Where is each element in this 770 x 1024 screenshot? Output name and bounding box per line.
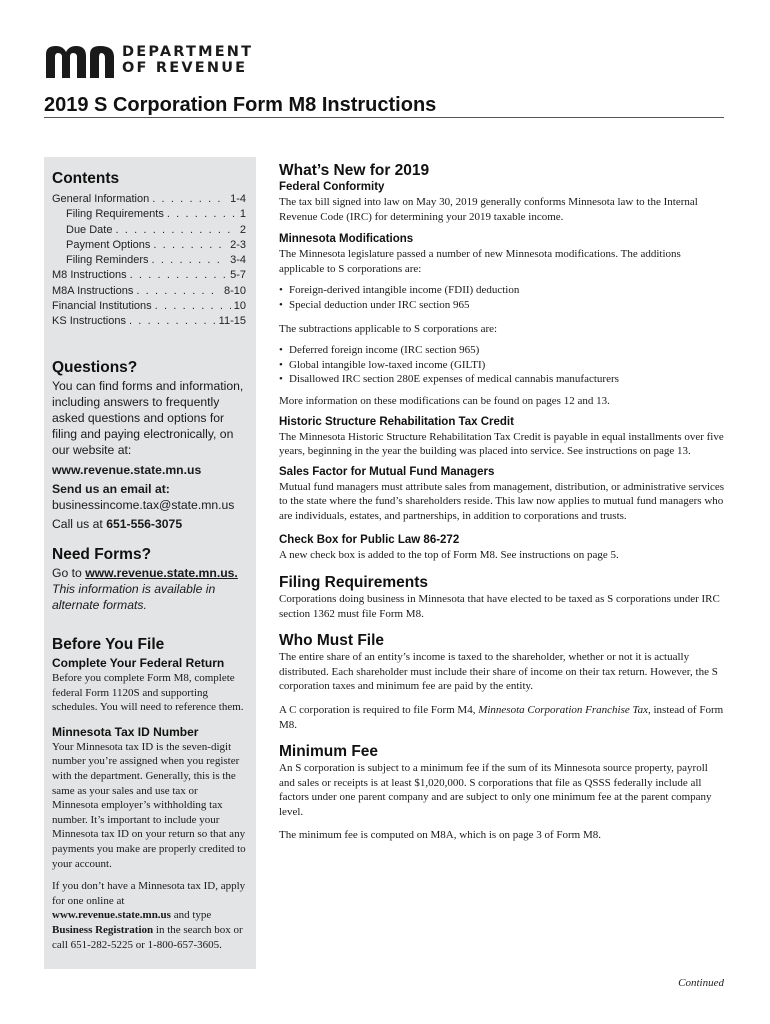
page-title: 2019 S Corporation Form M8 Instructions [44,94,437,116]
main-content [279,161,725,842]
historic-credit-text: The Minnesota Historic Structure Rehabilitation Tax Credit is payable in equal installments over five years, beginning in the year the building was placed into service. See instructions on page 13. [279,430,724,458]
website-link[interactable]: www.revenue.state.mn.us [52,462,202,477]
apply-text-3: in the search box or call 651-282-5225 or 1-800-657-3605. [52,924,243,951]
logo-line-2: OF REVENUE [122,60,248,76]
phone-number[interactable]: 651-556-3075 [106,517,183,532]
list-item: • Deferred foreign income (IRC section 965) [279,343,725,358]
toc-leader [115,223,236,238]
who-must-file-heading: Who Must File [279,632,385,650]
toc-leader [153,238,227,253]
toc-page: 5-7 [230,269,246,282]
toc-label: Payment Options [66,238,151,251]
toc-page: 10 [233,300,246,313]
toc-item-m8a-instructions[interactable] [52,284,246,299]
federal-conformity-heading: Federal Conformity [279,181,385,193]
more-info-text: More information on these modifications can be found on pages 12 and 13. [279,394,610,407]
toc-page: 2 [239,223,246,236]
sales-factor-text: Mutual fund managers must attribute sales from management, distribution, or administrative services to the state where the fund’s shareholders reside. This law now applies to mutual fund managers who are individuals, estates, and partnerships, in addition to corporations and trusts. [279,480,725,522]
mn-modifications-heading: Minnesota Modifications [279,233,414,246]
forms-website-link[interactable]: www.revenue.state.mn.us. [85,565,238,580]
phone-prefix: Call us at [52,517,107,532]
toc-page: 1-4 [230,193,246,205]
who-must-file-text: The entire share of an entity’s income is taxed to the shareholder, whether or not it is actually distributed. Each shareholder must include their share of income on their tax return. However, the S corporation taxes and minimum fee are paid by the entity. [279,651,718,693]
apply-text [52,879,246,952]
goto-prefix: Go to [52,565,86,580]
list-item: • Disallowed IRC section 280E expenses of medical cannabis manufacturers [279,372,725,387]
alternate-formats-note: This information is available in alternate formats. [52,581,216,612]
whats-new-heading: What’s New for 2019 [279,162,430,179]
continued-label: Continued [678,977,724,989]
toc-label: KS Instructions [52,315,126,328]
toc-label: General Information [52,193,150,205]
minimum-fee-text-2: The minimum fee is computed on M8A, which is on page 3 of Form M8. [279,828,602,841]
toc-item-financial-institutions[interactable] [52,299,246,314]
toc-page: 11-15 [218,315,246,328]
subtractions-text: The subtractions applicable to S corporations are: [279,322,498,335]
questions-text: You can find forms and information, including answers to frequently asked questions and options for filing and paying electronically, on our website at: [52,378,244,458]
toc-leader [136,284,221,299]
toc-leader [155,299,231,314]
federal-return-text: Before you complete Form M8, complete federal Form 1120S and supporting schedules. You will need to reference them. [52,672,244,714]
toc-leader [129,314,216,329]
phone-line [52,516,246,532]
federal-return-heading: Complete Your Federal Return [52,656,225,671]
sidebar [44,157,256,969]
check-box-text: A new check box is added to the top of Form M8. See instructions on page 5. [279,548,619,561]
need-forms-heading: Need Forms? [52,545,152,563]
filing-requirements-heading: Filing Requirements [279,574,428,592]
toc-leader [130,268,228,283]
apply-text-2: and type [170,909,212,922]
list-item: • Foreign-derived intangible income (FDII) deduction [279,283,725,298]
toc-item-due-date[interactable] [52,223,246,238]
subtractions-list [279,343,725,387]
toc-leader [167,207,237,222]
toc-leader [152,192,227,207]
email-label: Send us an email at: [52,481,170,496]
minimum-fee-text: An S corporation is subject to a minimum fee if the sum of its Minnesota source property, payroll and sales or receipts is at least $1,020,000. S corporations that file as QSSS federally include all factors under one parent company and are subject to only one minimum fee at the parent company level. [279,762,712,819]
tax-id-text: Your Minnesota tax ID is the seven-digit number you’re assigned when you register with the department. Generally, this is the same as your sales and use tax or Minnesota employer’s withholding tax number. It’s important to include your Minnesota tax ID on your return so that any payments you make are properly credited to your account. [52,740,246,870]
table-of-contents [52,192,246,330]
apply-text-1: If you don’t have a Minnesota tax ID, apply for one online at [52,880,246,907]
form-m4-title: Minnesota Corporation Franchise Tax, [478,704,651,717]
logo-line-1: DEPARTMENT [122,44,254,60]
c-corp-text-1: A C corporation is required to file Form M4, [279,704,479,717]
toc-item-filing-requirements[interactable] [52,207,246,222]
c-corp-text-2: instead of Form M8. [279,704,724,731]
toc-page: 1 [239,208,246,221]
c-corporation-text [279,703,725,732]
goto-line [52,565,246,581]
mn-modifications-text: The Minnesota legislature passed a number of new Minnesota modifications. The additions applicable to S corporations are: [279,248,681,275]
toc-item-filing-reminders[interactable] [52,253,246,268]
federal-conformity-text: The tax bill signed into law on May 30, 2019 generally conforms Minnesota law to the Internal Revenue Code (IRC) for determining your 2019 taxable income. [279,196,698,223]
toc-item-general-information[interactable] [52,192,246,207]
logo-text [122,44,253,76]
filing-requirements-text: Corporations doing business in Minnesota that have elected to be taxed as S corporations under IRC section 1362 must file Form M8. [279,593,720,620]
toc-page: 8-10 [223,284,246,297]
toc-label: M8 Instructions [52,269,127,282]
historic-credit-heading: Historic Structure Rehabilitation Tax Credit [279,415,514,428]
check-box-heading: Check Box for Public Law 86-272 [279,533,460,546]
toc-page: 2-3 [230,238,246,251]
toc-label: Filing Reminders [66,254,149,267]
toc-label: M8A Instructions [52,284,134,297]
toc-label: Filing Requirements [66,208,164,221]
minimum-fee-heading: Minimum Fee [279,743,379,761]
additions-list [279,283,725,312]
department-logo [44,44,253,78]
toc-label: Due Date [66,223,113,236]
list-item: • Global intangible low-taxed income (GILTI) [279,358,725,373]
email-link[interactable]: businessincome.tax@state.mn.us [52,498,235,513]
list-item: • Special deduction under IRC section 965 [279,298,725,313]
tax-id-heading: Minnesota Tax ID Number [52,724,199,739]
apply-website-link[interactable]: www.revenue.state.mn.us [52,909,171,922]
business-registration-term: Business Registration [52,924,154,937]
before-you-file-heading: Before You File [52,636,165,654]
questions-heading: Questions? [52,358,138,376]
contents-heading: Contents [52,170,120,187]
toc-label: Financial Institutions [52,300,152,313]
mn-logo-icon [44,44,116,78]
toc-item-m8-instructions[interactable] [52,268,246,283]
toc-page: 3-4 [230,254,246,267]
toc-item-payment-options[interactable] [52,238,246,253]
sales-factor-heading: Sales Factor for Mutual Fund Managers [279,465,495,478]
toc-leader [152,253,228,268]
toc-item-ks-instructions[interactable] [52,314,246,329]
title-divider [44,117,724,118]
